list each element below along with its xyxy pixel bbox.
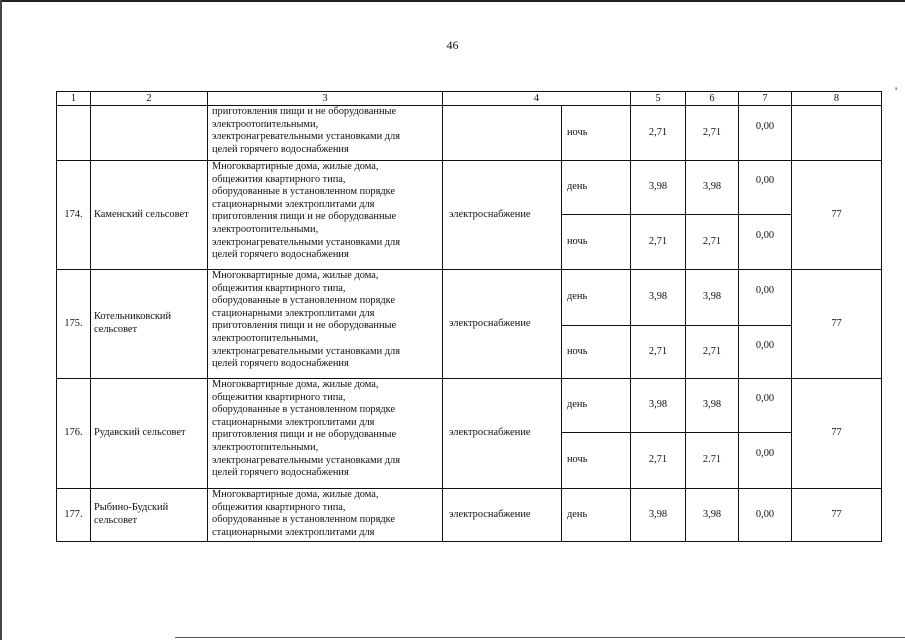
header-cell-2: 2 — [91, 92, 208, 106]
value-col5: 2,71 — [631, 433, 686, 489]
time-zone-label: день — [562, 161, 631, 215]
table-row — [57, 161, 882, 215]
consumer-description: Многоквартирные дома, жилые дома, общежития квартирного типа, оборудованные в установленном порядке стационарными электроплитами для приготовления пищи и не оборудованные электроотопительными, электронагревательными установками для целей горячего водоснабжения — [208, 379, 443, 489]
scan-edge-top — [0, 0, 905, 2]
value-col6: 3,98 — [686, 270, 739, 326]
scan-edge-left — [0, 0, 2, 640]
value-col8: 77 — [792, 161, 882, 270]
settlement-name: Котельниковский сельсовет — [91, 270, 208, 379]
value-col6: 2,71 — [686, 215, 739, 270]
value-col7: 0,00 — [739, 161, 792, 215]
header-row — [57, 92, 882, 106]
table-row — [57, 489, 882, 542]
header-cell-8: 8 — [792, 92, 882, 106]
value-col7: 0,00 — [739, 215, 792, 270]
value-col6: 3,98 — [686, 379, 739, 433]
time-zone-label: ночь — [562, 106, 631, 161]
time-zone-label: день — [562, 270, 631, 326]
value-col5: 2,71 — [631, 215, 686, 270]
value-col8: 77 — [792, 489, 882, 542]
header-cell-3: 3 — [208, 92, 443, 106]
value-col8: 77 — [792, 270, 882, 379]
consumer-description: Многоквартирные дома, жилые дома, общежития квартирного типа, оборудованные в установленном порядке стационарными электроплитами для — [208, 489, 443, 542]
row-number: 175. — [57, 270, 91, 379]
header-cell-5: 5 — [631, 92, 686, 106]
value-col5: 2,71 — [631, 106, 686, 161]
value-col6: 2.71 — [686, 433, 739, 489]
table-row — [57, 106, 882, 161]
service-type: электроснабжение — [443, 270, 562, 379]
time-zone-label: ночь — [562, 326, 631, 379]
consumer-description: Многоквартирные дома, жилые дома, общежития квартирного типа, оборудованные в установленном порядке стационарными электроплитами для приготовления пищи и не оборудованные электроотопительными, электронагревательными установками для целей горячего водоснабжения — [208, 270, 443, 379]
settlement-name: Рыбино-Будский сельсовет — [91, 489, 208, 542]
header-cell-1: 1 — [57, 92, 91, 106]
time-zone-label: ночь — [562, 433, 631, 489]
time-zone-label: ночь — [562, 215, 631, 270]
value-col6: 3,98 — [686, 489, 739, 542]
value-col8: 77 — [792, 379, 882, 489]
tariff-table — [56, 91, 882, 542]
value-col7: 0,00 — [739, 326, 792, 379]
value-col6: 2,71 — [686, 326, 739, 379]
settlement-name: Каменский сельсовет — [91, 161, 208, 270]
table-row — [57, 270, 882, 326]
header-cell-7: 7 — [739, 92, 792, 106]
value-col7: 0,00 — [739, 270, 792, 326]
consumer-description: Многоквартирные дома, жилые дома, общежития квартирного типа, оборудованные в установленном порядке стационарными электроплитами для приготовления пищи и не оборудованные электроотопительными, электронагревательными установками для целей горячего водоснабжения — [208, 161, 443, 270]
value-col6: 3,98 — [686, 161, 739, 215]
row-number: 177. — [57, 489, 91, 542]
service-type: электроснабжение — [443, 489, 562, 542]
value-col5: 2,71 — [631, 326, 686, 379]
header-cell-6: 6 — [686, 92, 739, 106]
value-col7: 0,00 — [739, 106, 792, 161]
value-col6: 2,71 — [686, 106, 739, 161]
row-number: 176. — [57, 379, 91, 489]
page-number: 46 — [446, 38, 459, 52]
time-zone-label: день — [562, 489, 631, 542]
service-type: электроснабжение — [443, 161, 562, 270]
header-cell-4: 4 — [443, 92, 631, 106]
value-col7: 0,00 — [739, 433, 792, 489]
margin-mark: ' — [895, 84, 898, 98]
value-col5: 3,98 — [631, 270, 686, 326]
value-col7: 0,00 — [739, 489, 792, 542]
consumer-description: приготовления пищи и не оборудованные электроотопительными, электронагревательными установками для целей горячего водоснабжения — [208, 106, 443, 161]
value-col5: 3,98 — [631, 161, 686, 215]
settlement-name: Рудавский сельсовет — [91, 379, 208, 489]
value-col5: 3,98 — [631, 489, 686, 542]
service-type: электроснабжение — [443, 379, 562, 489]
table-row — [57, 379, 882, 433]
time-zone-label: день — [562, 379, 631, 433]
row-number: 174. — [57, 161, 91, 270]
scan-edge-bottom — [175, 637, 905, 638]
value-col5: 3,98 — [631, 379, 686, 433]
value-col7: 0,00 — [739, 379, 792, 433]
